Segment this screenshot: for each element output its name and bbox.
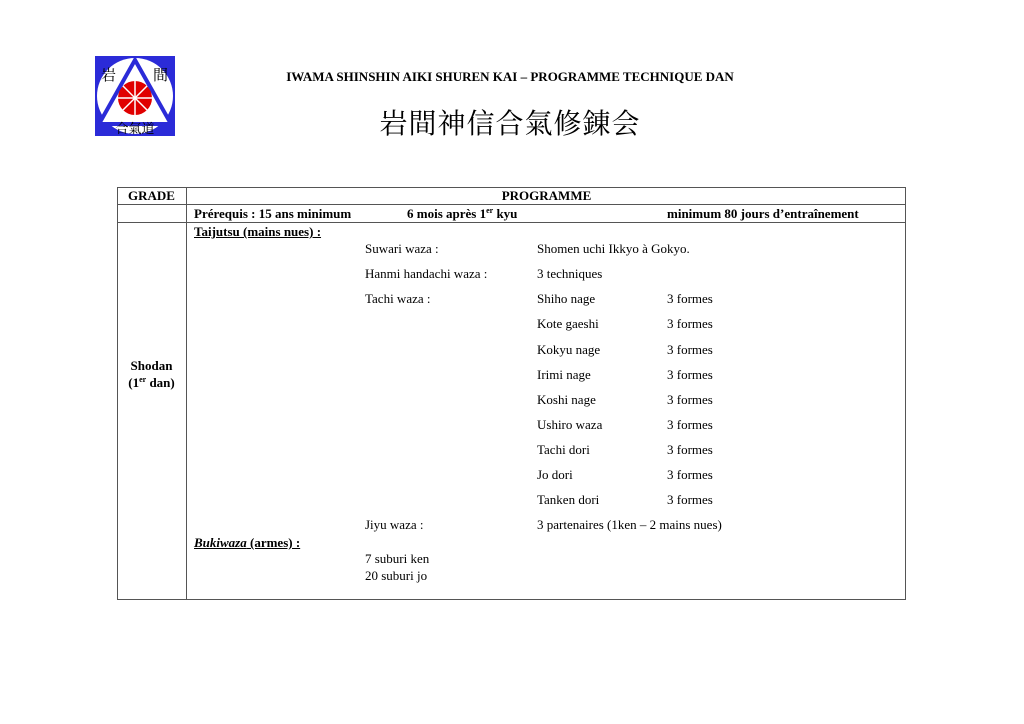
technique-count: 3 formes (667, 291, 713, 306)
technique-name: Kote gaeshi (537, 316, 599, 331)
document-title: IWAMA SHINSHIN AIKI SHUREN KAI – PROGRAMME TECHNIQUE DAN (286, 69, 734, 84)
row-divider (117, 222, 906, 223)
technique-name: Tachi dori (537, 442, 590, 457)
category-label: Tachi waza : (365, 291, 431, 306)
prereq-days: minimum 80 jours d’entraînement (667, 206, 859, 221)
grade-header: GRADE (128, 188, 175, 203)
logo-char-left: 岩 (101, 66, 117, 84)
technique-count: 3 formes (667, 316, 713, 331)
row-divider (117, 204, 906, 205)
prereq-delay: 6 mois après 1er kyu (407, 206, 518, 221)
grade-subtitle: (1er dan) (128, 375, 175, 390)
bukiwaza-label: Bukiwaza (armes) : (194, 535, 301, 550)
technique-name: Koshi nage (537, 392, 596, 407)
technique-name: Shomen uchi Ikkyo à Gokyo. (537, 241, 690, 256)
programme-header: PROGRAMME (501, 188, 592, 203)
technique-name: 3 partenaires (1ken – 2 mains nues) (537, 517, 722, 532)
category-label: Suwari waza : (365, 241, 439, 256)
prereq-age: Prérequis : 15 ans minimum (194, 206, 352, 221)
technique-count: 3 formes (667, 417, 713, 432)
technique-name: Tanken dori (537, 492, 600, 507)
weapon-item: 20 suburi jo (365, 568, 428, 583)
column-divider (186, 187, 187, 600)
technique-name: Ushiro waza (537, 417, 603, 432)
logo-char-bottom: 合氣道 (115, 122, 155, 136)
technique-count: 3 formes (667, 367, 713, 382)
technique-count: 3 formes (667, 492, 713, 507)
technique-name: Jo dori (537, 467, 573, 482)
grade-name: Shodan (130, 358, 173, 373)
technique-count: 3 formes (667, 442, 713, 457)
logo-emblem (95, 56, 175, 136)
technique-count: 3 formes (667, 342, 713, 357)
logo-char-right: 間 (153, 66, 169, 84)
logo (95, 56, 175, 136)
category-label: Hanmi handachi waza : (365, 266, 488, 281)
technique-count: 3 formes (667, 467, 713, 482)
technique-name: 3 techniques (537, 266, 603, 281)
technique-name: Shiho nage (537, 291, 596, 306)
kanji-title: 岩間神信合氣修錬会 (379, 107, 641, 140)
category-label: Jiyu waza : (365, 517, 424, 532)
technique-name: Kokyu nage (537, 342, 601, 357)
weapon-item: 7 suburi ken (365, 551, 430, 566)
taijutsu-label: Taijutsu (mains nues) : (194, 224, 322, 239)
technique-name: Irimi nage (537, 367, 591, 382)
technique-count: 3 formes (667, 392, 713, 407)
